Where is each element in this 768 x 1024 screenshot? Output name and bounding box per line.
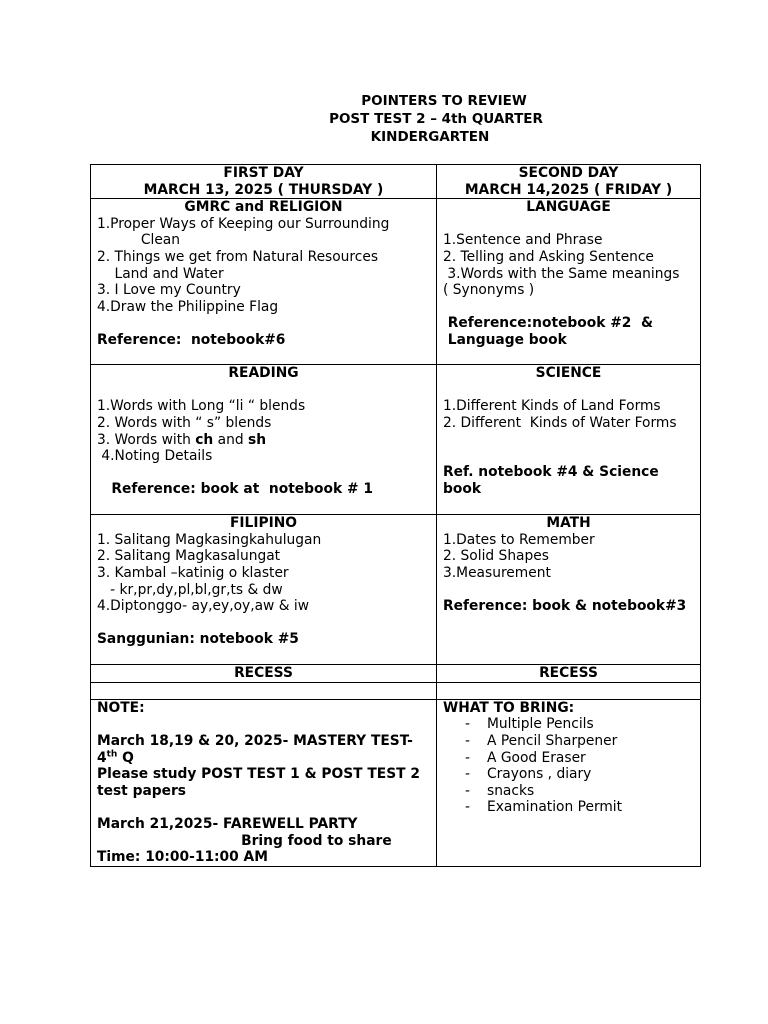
reading-line: 1.Words with Long “li “ blends xyxy=(97,398,306,415)
filipino-cell xyxy=(91,515,437,665)
bring-item: - A Pencil Sharpener xyxy=(465,733,694,750)
filipino-line: 3. Kambal –katinig o klaster xyxy=(97,564,289,581)
recess-cell-second: RECESS xyxy=(437,665,701,683)
what-to-bring-cell xyxy=(437,699,701,866)
blank-row xyxy=(91,682,701,699)
recess-row xyxy=(91,665,701,683)
first-day-header xyxy=(91,165,437,199)
gmrc-line: 4.Draw the Philippine Flag xyxy=(97,298,279,315)
filipino-heading: FILIPINO xyxy=(229,515,297,532)
science-reference: Ref. notebook #4 & Science book xyxy=(443,464,659,497)
language-line: 2. Telling and Asking Sentence xyxy=(443,248,654,265)
reading-reference: Reference: book at notebook # 1 xyxy=(97,481,373,498)
bring-item: - Multiple Pencils xyxy=(465,716,694,733)
gmrc-line: 3. I Love my Country xyxy=(97,282,241,299)
gmrc-line: 1.Proper Ways of Keeping our Surrounding xyxy=(97,215,390,232)
language-line: 1.Sentence and Phrase xyxy=(443,232,603,249)
doc-grade-level: KINDERGARTEN xyxy=(370,129,490,145)
doc-subtitle: POST TEST 2 – 4th QUARTER xyxy=(329,111,543,127)
math-line: 1.Dates to Remember xyxy=(443,531,595,548)
science-heading: SCIENCE xyxy=(535,365,602,382)
note-label: NOTE: xyxy=(97,699,145,716)
filipino-line: 1. Salitang Magkasingkahulugan xyxy=(97,531,322,548)
science-line: 1.Different Kinds of Land Forms xyxy=(443,398,661,415)
bring-food-note: Bring food to share xyxy=(97,832,392,849)
math-line: 3.Measurement xyxy=(443,564,551,581)
notes-row xyxy=(91,699,701,866)
gmrc-line: Clean xyxy=(97,232,181,249)
subject-row-3 xyxy=(91,515,701,665)
recess-cell-first: RECESS xyxy=(91,665,437,683)
second-day-label: SECOND DAY xyxy=(518,165,619,181)
science-cell xyxy=(437,365,701,515)
subject-row-2 xyxy=(91,365,701,515)
what-to-bring-label: WHAT TO BRING: xyxy=(443,699,575,716)
reading-cell xyxy=(91,365,437,515)
science-line: 2. Different Kinds of Water Forms xyxy=(443,414,677,431)
subject-row-1 xyxy=(91,199,701,365)
language-line: ( Synonyms ) xyxy=(443,282,535,299)
language-reference: Reference:notebook #2 & xyxy=(443,315,654,332)
filipino-line: 2. Salitang Magkasalungat xyxy=(97,548,281,565)
reading-line: 2. Words with “ s” blends xyxy=(97,414,272,431)
gmrc-line: 2. Things we get from Natural Resources xyxy=(97,248,379,265)
note-cell xyxy=(91,699,437,866)
blank-cell xyxy=(91,682,437,699)
math-reference: Reference: book & notebook#3 xyxy=(443,598,687,615)
language-reference-2: Language book xyxy=(443,331,567,348)
filipino-line: 4.Diptonggo- ay,ey,oy,aw & iw xyxy=(97,598,309,615)
day-header-row xyxy=(91,165,701,199)
blank-cell xyxy=(437,682,701,699)
language-heading: LANGUAGE xyxy=(526,199,611,216)
reading-line: 4.Noting Details xyxy=(97,448,213,465)
bring-item: - Examination Permit xyxy=(465,799,694,816)
study-note: Please study POST TEST 1 & POST TEST 2 test papers xyxy=(97,766,420,799)
reading-heading: READING xyxy=(228,365,299,382)
filipino-reference: Sanggunian: notebook #5 xyxy=(97,631,299,648)
language-cell xyxy=(437,199,701,365)
gmrc-reference: Reference: notebook#6 xyxy=(97,331,286,348)
math-heading: MATH xyxy=(546,515,591,532)
bring-item: - Crayons , diary xyxy=(465,766,694,783)
first-day-date: MARCH 13, 2025 ( THURSDAY ) xyxy=(143,181,384,198)
mastery-test-note: March 18,19 & 20, 2025- MASTERY TEST- 4th Q xyxy=(97,732,413,766)
language-line: 3.Words with the Same meanings xyxy=(443,265,680,282)
review-schedule-table xyxy=(90,164,701,867)
math-line: 2. Solid Shapes xyxy=(443,548,549,565)
bring-item: - A Good Eraser xyxy=(465,750,694,767)
gmrc-heading: GMRC and RELIGION xyxy=(184,199,343,216)
bring-item: - snacks xyxy=(465,783,694,800)
second-day-date: MARCH 14,2025 ( FRIDAY ) xyxy=(464,181,673,198)
second-day-header xyxy=(437,165,701,199)
reading-line: 3. Words with ch and sh xyxy=(97,431,267,448)
gmrc-cell xyxy=(91,199,437,365)
filipino-line: - kr,pr,dy,pl,bl,gr,ts & dw xyxy=(97,581,283,598)
what-to-bring-list xyxy=(443,716,694,816)
party-time: Time: 10:00-11:00 AM xyxy=(97,849,268,866)
first-day-label: FIRST DAY xyxy=(223,165,304,181)
gmrc-line: Land and Water xyxy=(97,265,224,282)
math-cell xyxy=(437,515,701,665)
doc-title: POINTERS TO REVIEW xyxy=(361,93,527,109)
farewell-note: March 21,2025- FAREWELL PARTY xyxy=(97,815,358,832)
